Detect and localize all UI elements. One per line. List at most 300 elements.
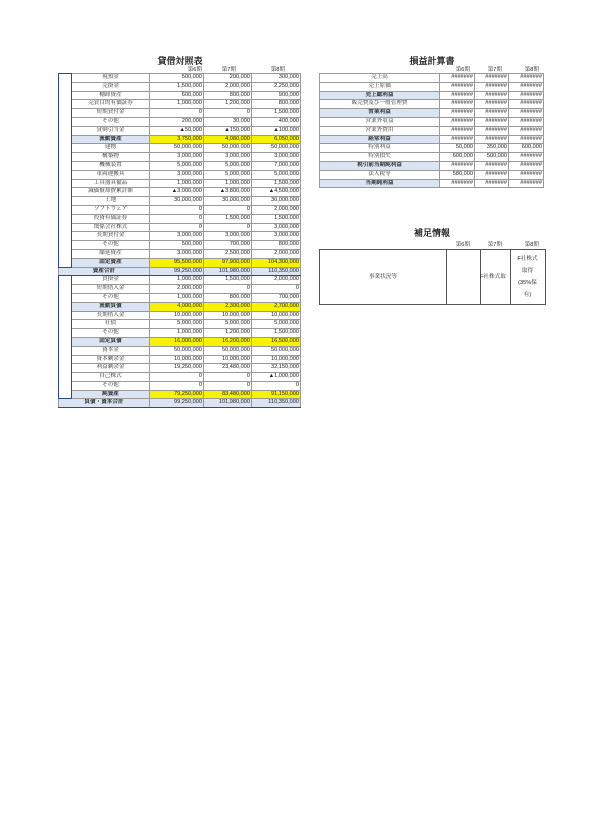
bs-cell-value: 2,300,000: [204, 302, 252, 311]
bs-row-label: 利益剰余金: [72, 364, 150, 373]
income-statement-table: [319, 73, 544, 188]
bs-indent: [59, 285, 72, 294]
bs-cell-value: 1,500,000: [252, 329, 301, 338]
bs-row: [59, 320, 301, 329]
bs-row-label: その他: [72, 241, 150, 250]
supplementary-title: 補足情報: [413, 228, 450, 238]
pl-row-label: 税引前当期純利益: [320, 161, 440, 170]
bs-row: [59, 91, 301, 100]
bs-cell-value: 19,250,000: [150, 364, 204, 373]
bs-indent: [59, 135, 72, 144]
bs-cell-value: 5,000,000: [204, 161, 252, 170]
bs-cell-value: 0: [204, 373, 252, 382]
sup-divider: [446, 250, 447, 304]
bs-cell-value: 500,000: [150, 241, 204, 250]
bs-row: [59, 197, 301, 206]
bs-row-label: 現預金: [72, 74, 150, 83]
pl-row-label: 法人税等: [320, 170, 440, 179]
pl-cell-value: #######: [509, 117, 544, 126]
bs-indent: [59, 311, 72, 320]
pl-row-label: 売上総利益: [320, 91, 440, 100]
bs-indent: [59, 214, 72, 223]
pl-cell-value: #######: [440, 91, 475, 100]
bs-cell-value: 1,500,000: [204, 214, 252, 223]
pl-cell-value: #######: [475, 117, 509, 126]
pl-cell-value: 580,000: [440, 170, 475, 179]
bs-cell-value: 2,000,000: [204, 82, 252, 91]
bs-row: [59, 170, 301, 179]
bs-cell-value: 3,000,000: [204, 153, 252, 162]
pl-row-label: 売上原価: [320, 82, 440, 91]
bs-cell-value: 0: [150, 214, 204, 223]
bs-cell-value: 99,250,000: [150, 399, 204, 408]
pl-cell-value: #######: [509, 91, 544, 100]
bs-cell-value: 0: [204, 109, 252, 118]
bs-cell-value: 50,000,000: [252, 346, 301, 355]
bs-cell-value: 10,000,000: [150, 355, 204, 364]
bs-cell-value: 16,500,000: [252, 337, 301, 346]
bs-cell-value: 1,000,000: [150, 276, 204, 285]
bs-row: [59, 126, 301, 135]
sup-col8-line-2: 取得: [521, 268, 534, 274]
bs-row: [59, 205, 301, 214]
bs-indent: [59, 390, 72, 399]
pl-row: [320, 144, 544, 153]
pl-cell-value: #######: [509, 109, 544, 118]
bs-cell-value: 50,000,000: [204, 144, 252, 153]
pl-cell-value: #######: [475, 91, 509, 100]
bs-cell-value: 2,700,000: [252, 302, 301, 311]
bs-cell-value: 1,500,000: [252, 179, 301, 188]
pl-row: [320, 126, 544, 135]
bs-cell-value: 1,500,000: [204, 276, 252, 285]
bs-cell-value: 1,000,000: [204, 179, 252, 188]
bs-row: [59, 214, 301, 223]
pl-cell-value: #######: [440, 161, 475, 170]
pl-row: [320, 109, 544, 118]
bs-indent: [59, 74, 72, 83]
bs-cell-value: 83,480,000: [204, 390, 252, 399]
sup-col7-text: F社株式取: [480, 274, 506, 280]
bs-row-label: 土地: [72, 197, 150, 206]
pl-cell-value: 500,000: [475, 153, 509, 162]
bs-cell-value: 50,000,000: [252, 144, 301, 153]
bs-row-label: 自己株式: [72, 373, 150, 382]
bs-cell-value: 0: [204, 223, 252, 232]
bs-row-label: 棚卸資産: [72, 91, 150, 100]
pl-cell-value: #######: [509, 126, 544, 135]
bs-row: [59, 364, 301, 373]
bs-row: [59, 188, 301, 197]
pl-row: [320, 153, 544, 162]
bs-row: [59, 276, 301, 285]
bs-indent: [59, 161, 72, 170]
bs-cell-value: 30,000,000: [252, 197, 301, 206]
bs-cell-value: 700,000: [252, 293, 301, 302]
bs-cell-value: 10,000,000: [252, 311, 301, 320]
bs-cell-value: 30,000,000: [150, 197, 204, 206]
bs-indent: [59, 197, 72, 206]
bs-indent: [59, 241, 72, 250]
bs-row-label: 構築物: [72, 153, 150, 162]
pl-row-label: 販売費及び一般管理費: [320, 100, 440, 109]
bs-indent: [59, 126, 72, 135]
bs-indent: [59, 117, 72, 126]
bs-cell-value: 110,350,000: [252, 399, 301, 408]
bs-cell-value: ▲4,500,000: [252, 188, 301, 197]
bs-row-label: 売買目的有価証券: [72, 100, 150, 109]
bs-cell-value: ▲3,800,000: [204, 188, 252, 197]
supplementary-table: [319, 249, 546, 305]
bs-indent: [59, 337, 72, 346]
bs-cell-value: 99,250,000: [150, 267, 204, 276]
bs-cell-value: 3,000,000: [150, 232, 204, 241]
pl-cell-value: #######: [475, 170, 509, 179]
pl-cell-value: #######: [440, 82, 475, 91]
sup-col-header-8: 第8期: [524, 242, 539, 248]
bs-row-label: 社債: [72, 320, 150, 329]
bs-col-header-8: 第8期: [270, 67, 285, 73]
bs-cell-value: 110,350,000: [252, 267, 301, 276]
bs-cell-value: 10,000,000: [150, 311, 204, 320]
bs-row-label: 固定負債: [72, 337, 150, 346]
bs-cell-value: 0: [150, 223, 204, 232]
sup-col8-line-3: (35%保: [518, 280, 537, 286]
bs-row-label: その他: [72, 381, 150, 390]
bs-row: [59, 346, 301, 355]
bs-cell-value: 0: [252, 381, 301, 390]
bs-row: [59, 117, 301, 126]
bs-row: [59, 355, 301, 364]
pl-cell-value: #######: [509, 135, 544, 144]
bs-cell-value: 3,000,000: [252, 153, 301, 162]
bs-cell-value: 5,000,000: [150, 320, 204, 329]
bs-row-label: 純資産: [72, 390, 150, 399]
pl-cell-value: #######: [440, 109, 475, 118]
pl-row: [320, 82, 544, 91]
bs-cell-value: 3,000,000: [150, 153, 204, 162]
bs-row-label: 長期借入金: [72, 311, 150, 320]
bs-cell-value: ▲50,000: [150, 126, 204, 135]
bs-indent: [59, 232, 72, 241]
balance-sheet-title: 貸借対照表: [157, 56, 203, 66]
bs-indent: [59, 276, 72, 285]
bs-row-label: 流動資産: [72, 135, 150, 144]
pl-cell-value: #######: [475, 109, 509, 118]
bs-indent: [59, 82, 72, 91]
bs-cell-value: 97,900,000: [204, 258, 252, 267]
bs-indent: [59, 179, 72, 188]
bs-cell-value: 16,000,000: [150, 337, 204, 346]
bs-cell-value: 23,480,000: [204, 364, 252, 373]
bs-row: [59, 302, 301, 311]
bs-cell-value: 32,150,000: [252, 364, 301, 373]
bs-row-label: 投資有価証券: [72, 214, 150, 223]
bs-indent: [59, 153, 72, 162]
bs-cell-value: 2,000,000: [252, 276, 301, 285]
bs-indent: [59, 302, 72, 311]
bs-row-label: 短期貸付金: [72, 109, 150, 118]
bs-cell-value: 300,000: [252, 74, 301, 83]
bs-row: [59, 399, 301, 408]
pl-row-label: 特別損失: [320, 153, 440, 162]
bs-cell-value: 200,000: [150, 117, 204, 126]
bs-cell-value: 1,000,000: [150, 329, 204, 338]
bs-row-label: 機械装置: [72, 161, 150, 170]
pl-row: [320, 179, 544, 188]
bs-row: [59, 135, 301, 144]
bs-row: [59, 100, 301, 109]
bs-cell-value: 3,000,000: [252, 223, 301, 232]
bs-row-label: 資本金: [72, 346, 150, 355]
bs-indent: [59, 329, 72, 338]
bs-row: [59, 381, 301, 390]
bs-cell-value: 30,000: [204, 117, 252, 126]
bs-indent: [59, 373, 72, 382]
bs-row: [59, 258, 301, 267]
bs-cell-value: 500,000: [150, 74, 204, 83]
bs-cell-value: ▲100,000: [252, 126, 301, 135]
bs-row: [59, 82, 301, 91]
bs-cell-value: 0: [150, 109, 204, 118]
pl-row: [320, 161, 544, 170]
bs-cell-value: 3,000,000: [204, 232, 252, 241]
bs-cell-value: 1,500,000: [252, 214, 301, 223]
bs-cell-value: 104,300,000: [252, 258, 301, 267]
bs-cell-value: 5,000,000: [150, 161, 204, 170]
bs-cell-value: 800,000: [252, 100, 301, 109]
bs-cell-value: 91,150,000: [252, 390, 301, 399]
bs-cell-value: 50,000,000: [204, 346, 252, 355]
bs-row-label: 長期貸付金: [72, 232, 150, 241]
bs-cell-value: ▲1,000,000: [252, 373, 301, 382]
bs-cell-value: 1,500,000: [252, 109, 301, 118]
pl-row-label: 特別利益: [320, 144, 440, 153]
bs-cell-value: 800,000: [252, 241, 301, 250]
bs-row: [59, 232, 301, 241]
pl-cell-value: #######: [440, 117, 475, 126]
bs-cell-value: 0: [150, 205, 204, 214]
bs-row-label: 流動負債: [72, 302, 150, 311]
bs-indent: [59, 320, 72, 329]
pl-col-header-6: 第6期: [455, 67, 470, 73]
bs-row-label: 負債・資本合計: [59, 399, 150, 408]
bs-row: [59, 311, 301, 320]
bs-row: [59, 329, 301, 338]
bs-row-label: 売掛金: [72, 82, 150, 91]
bs-cell-value: 3,000,000: [150, 170, 204, 179]
bs-row-label: その他: [72, 329, 150, 338]
bs-indent: [59, 188, 72, 197]
bs-cell-value: 3,750,000: [150, 135, 204, 144]
bs-cell-value: 5,000,000: [204, 320, 252, 329]
bs-row-label: 短期借入金: [72, 285, 150, 294]
bs-row-label: ソフトウェア: [72, 205, 150, 214]
pl-row: [320, 100, 544, 109]
bs-cell-value: 900,000: [252, 91, 301, 100]
bs-cell-value: 800,000: [204, 293, 252, 302]
bs-indent: [59, 258, 72, 267]
bs-row-label: 資本剰余金: [72, 355, 150, 364]
bs-cell-value: 1,200,000: [204, 329, 252, 338]
bs-cell-value: 700,000: [204, 241, 252, 250]
income-statement-title: 損益計算書: [409, 56, 455, 66]
pl-cell-value: #######: [509, 179, 544, 188]
bs-cell-value: 2,000,000: [252, 249, 301, 258]
bs-cell-value: 10,000,000: [204, 355, 252, 364]
bs-cell-value: 0: [204, 381, 252, 390]
pl-cell-value: #######: [475, 74, 509, 83]
bs-cell-value: 0: [150, 373, 204, 382]
bs-row: [59, 179, 301, 188]
bs-cell-value: 600,000: [150, 91, 204, 100]
bs-indent: [59, 170, 72, 179]
bs-row-label: 繰延資産: [72, 249, 150, 258]
bs-cell-value: 101,980,000: [204, 267, 252, 276]
bs-cell-value: 1,000,000: [150, 179, 204, 188]
pl-cell-value: 350,000: [475, 144, 509, 153]
bs-cell-value: 800,000: [204, 91, 252, 100]
pl-cell-value: #######: [475, 135, 509, 144]
sup-col8-line-4: 有): [523, 292, 532, 298]
bs-cell-value: 16,200,000: [204, 337, 252, 346]
bs-indent: [59, 355, 72, 364]
pl-cell-value: 600,000: [509, 144, 544, 153]
bs-indent: [59, 144, 72, 153]
pl-row-label: 営業外収益: [320, 117, 440, 126]
bs-cell-value: 101,980,000: [204, 399, 252, 408]
pl-row: [320, 170, 544, 179]
bs-cell-value: 7,000,000: [252, 161, 301, 170]
bs-cell-value: 1,000,000: [150, 100, 204, 109]
bs-row-label: その他: [72, 293, 150, 302]
bs-row-label: 建物: [72, 144, 150, 153]
bs-cell-value: ▲3,000,000: [150, 188, 204, 197]
pl-cell-value: #######: [440, 135, 475, 144]
pl-row-label: 当期純利益: [320, 179, 440, 188]
bs-cell-value: 50,000,000: [150, 346, 204, 355]
bs-indent: [59, 223, 72, 232]
bs-row-label: 工具器具備品: [72, 179, 150, 188]
bs-row: [59, 267, 301, 276]
bs-cell-value: 2,250,000: [252, 82, 301, 91]
bs-cell-value: 1,000,000: [150, 293, 204, 302]
bs-cell-value: 3,000,000: [150, 249, 204, 258]
bs-cell-value: 2,500,000: [204, 249, 252, 258]
pl-cell-value: #######: [509, 170, 544, 179]
pl-row-label: 営業利益: [320, 109, 440, 118]
bs-row: [59, 285, 301, 294]
sup-row-label: 事業状況等: [369, 274, 397, 280]
bs-row: [59, 293, 301, 302]
bs-cell-value: 79,250,000: [150, 390, 204, 399]
pl-cell-value: #######: [475, 82, 509, 91]
bs-indent: [59, 364, 72, 373]
bs-cell-value: 1,500,000: [150, 82, 204, 91]
bs-cell-value: 200,000: [204, 74, 252, 83]
bs-cell-value: 0: [204, 285, 252, 294]
bs-indent: [59, 91, 72, 100]
pl-cell-value: 600,000: [440, 153, 475, 162]
balance-sheet-table: [58, 73, 301, 408]
pl-cell-value: #######: [475, 161, 509, 170]
pl-row: [320, 74, 544, 83]
pl-cell-value: #######: [475, 179, 509, 188]
bs-cell-value: 6,050,000: [252, 135, 301, 144]
pl-row: [320, 117, 544, 126]
bs-indent: [59, 346, 72, 355]
bs-cell-value: 0: [150, 381, 204, 390]
bs-cell-value: 4,080,000: [204, 135, 252, 144]
bs-row: [59, 144, 301, 153]
sup-col-header-7: 第7期: [487, 242, 502, 248]
bs-cell-value: 5,000,000: [252, 320, 301, 329]
pl-row: [320, 91, 544, 100]
pl-row-label: 営業外費用: [320, 126, 440, 135]
bs-cell-value: 10,000,000: [252, 355, 301, 364]
bs-indent: [59, 109, 72, 118]
bs-cell-value: 5,000,000: [252, 170, 301, 179]
bs-cell-value: 400,000: [252, 117, 301, 126]
bs-cell-value: 3,000,000: [252, 232, 301, 241]
pl-cell-value: #######: [509, 74, 544, 83]
pl-col-header-7: 第7期: [487, 67, 502, 73]
bs-row: [59, 109, 301, 118]
bs-row-label: 車両運搬具: [72, 170, 150, 179]
pl-cell-value: 50,000: [440, 144, 475, 153]
bs-indent: [59, 100, 72, 109]
bs-row-label: 関係会社株式: [72, 223, 150, 232]
bs-cell-value: 2,000,000: [150, 285, 204, 294]
pl-cell-value: #######: [509, 82, 544, 91]
bs-cell-value: 95,500,000: [150, 258, 204, 267]
bs-row: [59, 241, 301, 250]
bs-cell-value: 0: [204, 205, 252, 214]
bs-row: [59, 161, 301, 170]
pl-cell-value: #######: [440, 126, 475, 135]
pl-row-label: 売上高: [320, 74, 440, 83]
sup-col-header-6: 第6期: [455, 242, 470, 248]
bs-cell-value: 0: [252, 285, 301, 294]
bs-indent: [59, 293, 72, 302]
bs-row: [59, 223, 301, 232]
pl-cell-value: #######: [509, 161, 544, 170]
bs-row: [59, 153, 301, 162]
bs-row: [59, 373, 301, 382]
bs-cell-value: 10,000,000: [204, 311, 252, 320]
bs-col-header-7: 第7期: [221, 67, 236, 73]
pl-cell-value: #######: [440, 179, 475, 188]
bs-cell-value: 5,000,000: [204, 170, 252, 179]
bs-cell-value: 4,000,000: [150, 302, 204, 311]
bs-row: [59, 74, 301, 83]
bs-cell-value: 50,000,000: [150, 144, 204, 153]
bs-row-label: 資産合計: [59, 267, 150, 276]
pl-cell-value: #######: [475, 100, 509, 109]
bs-indent: [59, 249, 72, 258]
pl-row-label: 経常利益: [320, 135, 440, 144]
bs-cell-value: 1,200,000: [204, 100, 252, 109]
pl-cell-value: #######: [509, 100, 544, 109]
bs-indent: [59, 381, 72, 390]
pl-cell-value: #######: [475, 126, 509, 135]
bs-row-label: 固定資産: [72, 258, 150, 267]
pl-row: [320, 135, 544, 144]
bs-col-header-6: 第6期: [187, 67, 202, 73]
bs-cell-value: 2,000,000: [252, 205, 301, 214]
bs-cell-value: ▲150,000: [204, 126, 252, 135]
pl-cell-value: #######: [440, 100, 475, 109]
